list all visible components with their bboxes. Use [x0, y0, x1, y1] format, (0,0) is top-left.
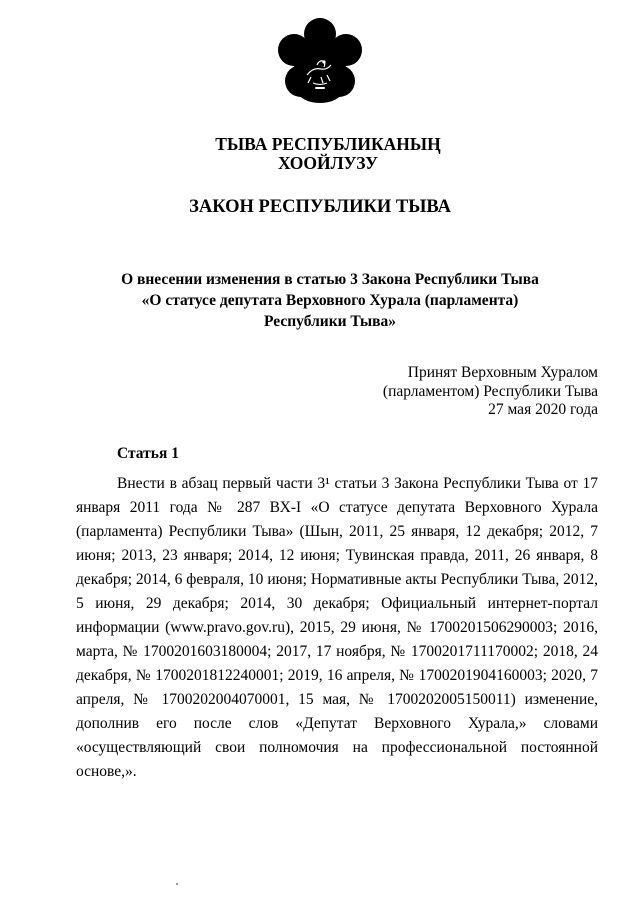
document-title-line-1: О внесении изменения в статью 3 Закона Республики Тыва	[121, 271, 539, 288]
scan-speck	[176, 883, 178, 885]
article-heading: Статья 1	[117, 445, 179, 462]
header-line-2: ХООЙЛУЗУ	[278, 153, 378, 173]
adopted-by-line-2: (парламентом) Республики Тыва	[382, 383, 598, 400]
article-text-line: марта, № 1700201603180004; 2017, 17 ноября, № 1700201711170002; 2018, 24	[76, 643, 598, 660]
adoption-date: 27 мая 2020 года	[488, 401, 598, 418]
article-text-line: информации (www.pravo.gov.ru), 2015, 29 июня, № 1700201506290003; 2016,	[76, 619, 598, 636]
adopted-by-line-1: Принят Верховным Хуралом	[407, 364, 598, 381]
article-text-line: января 2011 года № 287 ВХ-I «О статусе депутата Верховного Хурала	[76, 499, 598, 516]
tuva-emblem-icon	[277, 17, 363, 105]
article-text-line: апреля, № 1700202004070001, 15 мая, № 1700202005150011) изменение,	[76, 691, 598, 708]
article-text-line: Внести в абзац первый части 3¹ статьи 3 Закона Республики Тыва от 17	[117, 475, 598, 492]
article-text-line: «осуществляющий свои полномочия на профессиональной постоянной	[76, 739, 598, 756]
document-title-line-3: Республики Тыва»	[264, 313, 396, 330]
law-title: ЗАКОН РЕСПУБЛИКИ ТЫВА	[189, 197, 451, 217]
article-text-line: дополнив его после слов «Депутат Верховного Хурала,» словами	[76, 715, 598, 732]
article-text-line: (парламента) Республики Тыва» (Шын, 2011, 25 января, 12 декабря; 2012, 7	[76, 523, 598, 540]
article-text-line: июня; 2013, 23 января; 2014, 12 июня; Тувинская правда, 2011, 26 января, 8	[76, 547, 598, 564]
article-text-line: декабря, № 1700201812240001; 2019, 16 апреля, № 1700201904160003; 2020, 7	[76, 667, 598, 684]
article-text-line: декабря; 2014, 6 февраля, 10 июня; Нормативные акты Республики Тыва, 2012,	[76, 571, 598, 588]
document-title-line-2: «О статусе депутата Верховного Хурала (парламента)	[141, 292, 519, 309]
article-text-line: основе,».	[76, 763, 137, 780]
article-text-line: 5 июня, 29 декабря; 2014, 30 декабря; Официальный интернет-портал	[76, 595, 598, 612]
header-line-1: ТЫВА РЕСПУБЛИКАНЫҢ	[215, 134, 441, 154]
